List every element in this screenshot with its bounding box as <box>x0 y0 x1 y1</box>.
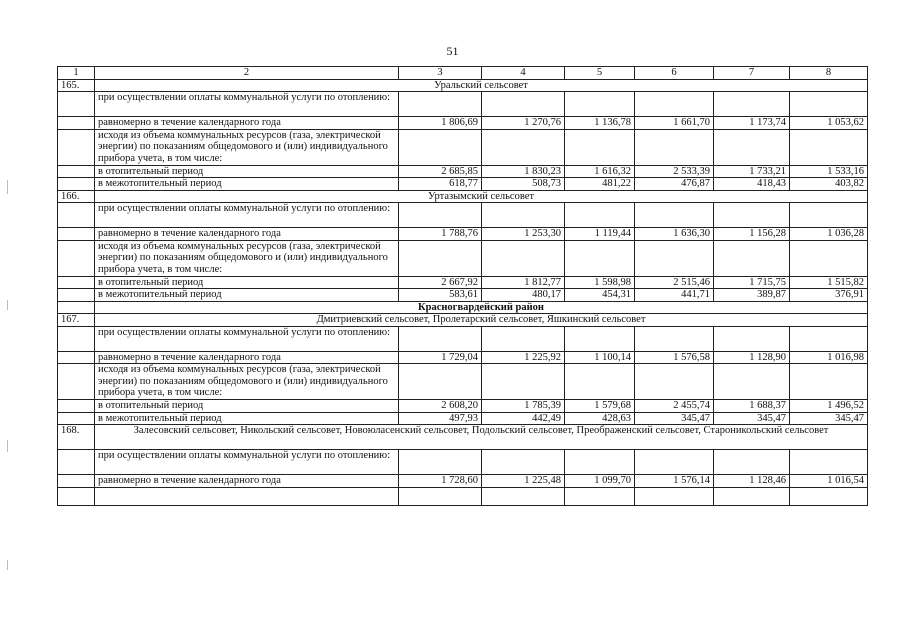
value-cell <box>565 450 635 475</box>
empty-cell <box>58 487 95 505</box>
value-col-7: 1 688,37 <box>714 400 790 413</box>
value-col-8: 403,82 <box>790 178 868 191</box>
value-cell <box>714 240 790 276</box>
value-col-6: 2 515,46 <box>635 276 714 289</box>
value-col-6: 441,71 <box>635 289 714 302</box>
column-header-3: 3 <box>399 67 482 80</box>
value-cell <box>565 240 635 276</box>
row-index <box>58 228 95 241</box>
value-cell <box>635 92 714 117</box>
tariff-table <box>57 66 868 506</box>
row-index <box>58 117 95 130</box>
column-header-6: 6 <box>635 67 714 80</box>
value-col-8: 1 053,62 <box>790 117 868 130</box>
column-header-1: 1 <box>58 67 95 80</box>
value-cell <box>399 92 482 117</box>
value-col-8: 1 496,52 <box>790 400 868 413</box>
value-cell <box>565 203 635 228</box>
value-col-7: 1 128,46 <box>714 475 790 488</box>
table-row <box>58 203 868 228</box>
value-cell <box>399 450 482 475</box>
row-index <box>58 165 95 178</box>
row-index <box>58 475 95 488</box>
value-col-6: 1 576,58 <box>635 351 714 364</box>
table-row <box>58 79 868 92</box>
row-index <box>58 240 95 276</box>
value-col-4: 1 225,92 <box>482 351 565 364</box>
section-title: Залесовский сельсовет, Никольский сельсовет, Новоюласенский сельсовет, Подольский сельсовет, Преображенский сельсовет, Староникольский сельсовет <box>95 425 868 450</box>
value-cell <box>714 326 790 351</box>
row-index <box>58 203 95 228</box>
header-row <box>58 67 868 80</box>
value-col-8: 1 036,28 <box>790 228 868 241</box>
value-col-5: 481,22 <box>565 178 635 191</box>
value-cell <box>399 326 482 351</box>
row-index <box>58 289 95 302</box>
value-col-7: 1 173,74 <box>714 117 790 130</box>
page-number: 51 <box>446 44 459 58</box>
value-col-3: 583,61 <box>399 289 482 302</box>
row-label: при осуществлении оплаты коммунальной услуги по отоплению: <box>95 203 399 228</box>
value-col-3: 2 685,85 <box>399 165 482 178</box>
section-title: Уртазымский сельсовет <box>95 190 868 203</box>
value-cell <box>714 450 790 475</box>
value-cell <box>482 203 565 228</box>
table-row <box>58 475 868 488</box>
value-col-3: 1 788,76 <box>399 228 482 241</box>
value-col-3: 618,77 <box>399 178 482 191</box>
row-index <box>58 412 95 425</box>
column-header-5: 5 <box>565 67 635 80</box>
district-title: Красногвардейский район <box>95 301 868 314</box>
table-row <box>58 117 868 130</box>
table-row <box>58 301 868 314</box>
value-cell <box>635 203 714 228</box>
value-cell <box>399 240 482 276</box>
empty-cell <box>565 487 635 505</box>
value-col-6: 345,47 <box>635 412 714 425</box>
table-row <box>58 364 868 400</box>
table-row <box>58 450 868 475</box>
table-row <box>58 425 868 450</box>
row-index <box>58 351 95 364</box>
value-cell <box>714 92 790 117</box>
value-col-3: 1 728,60 <box>399 475 482 488</box>
value-col-5: 1 579,68 <box>565 400 635 413</box>
table-row <box>58 228 868 241</box>
value-col-3: 2 667,92 <box>399 276 482 289</box>
value-col-4: 1 812,77 <box>482 276 565 289</box>
value-col-7: 418,43 <box>714 178 790 191</box>
row-label: в отопительный период <box>95 165 399 178</box>
value-col-8: 1 016,54 <box>790 475 868 488</box>
row-label: в отопительный период <box>95 276 399 289</box>
scan-margin-mark <box>7 440 8 452</box>
table-row <box>58 314 868 327</box>
table-row <box>58 326 868 351</box>
row-label: при осуществлении оплаты коммунальной услуги по отоплению: <box>95 326 399 351</box>
value-col-3: 1 806,69 <box>399 117 482 130</box>
section-index: 167. <box>58 314 95 327</box>
value-cell <box>482 326 565 351</box>
value-cell <box>635 240 714 276</box>
row-index <box>58 450 95 475</box>
row-label: исходя из объема коммунальных ресурсов (газа, электрической энергии) по показаниям общедомового и (или) индивидуального прибора учета, в том числе: <box>95 364 399 400</box>
value-col-4: 1 253,30 <box>482 228 565 241</box>
value-col-3: 1 729,04 <box>399 351 482 364</box>
empty-cell <box>399 487 482 505</box>
value-col-8: 376,91 <box>790 289 868 302</box>
value-cell <box>399 203 482 228</box>
column-header-7: 7 <box>714 67 790 80</box>
row-index <box>58 301 95 314</box>
value-cell <box>635 364 714 400</box>
table-row <box>58 400 868 413</box>
value-cell <box>482 364 565 400</box>
value-col-3: 2 608,20 <box>399 400 482 413</box>
section-index: 165. <box>58 79 95 92</box>
value-cell <box>565 129 635 165</box>
value-cell <box>790 364 868 400</box>
table-row <box>58 240 868 276</box>
value-cell <box>790 92 868 117</box>
table-row <box>58 289 868 302</box>
value-cell <box>635 326 714 351</box>
value-col-5: 1 136,78 <box>565 117 635 130</box>
value-cell <box>399 129 482 165</box>
row-label: равномерно в течение календарного года <box>95 351 399 364</box>
empty-cell <box>482 487 565 505</box>
value-col-4: 442,49 <box>482 412 565 425</box>
value-col-7: 345,47 <box>714 412 790 425</box>
row-index <box>58 326 95 351</box>
scan-margin-mark <box>7 300 8 310</box>
value-col-7: 389,87 <box>714 289 790 302</box>
row-label: в межотопительный период <box>95 289 399 302</box>
row-label: при осуществлении оплаты коммунальной услуги по отоплению: <box>95 450 399 475</box>
value-cell <box>482 92 565 117</box>
empty-cell <box>635 487 714 505</box>
value-col-5: 1 100,14 <box>565 351 635 364</box>
value-cell <box>635 129 714 165</box>
value-cell <box>790 203 868 228</box>
empty-cell <box>714 487 790 505</box>
value-col-6: 2 533,39 <box>635 165 714 178</box>
table-row <box>58 178 868 191</box>
value-cell <box>714 203 790 228</box>
row-label: равномерно в течение календарного года <box>95 117 399 130</box>
scan-margin-mark <box>7 180 8 194</box>
value-cell <box>482 450 565 475</box>
column-header-8: 8 <box>790 67 868 80</box>
scan-margin-mark <box>7 560 8 570</box>
value-cell <box>565 92 635 117</box>
row-label: равномерно в течение календарного года <box>95 228 399 241</box>
empty-cell <box>95 487 399 505</box>
value-col-5: 454,31 <box>565 289 635 302</box>
row-label: при осуществлении оплаты коммунальной услуги по отоплению: <box>95 92 399 117</box>
table-row <box>58 351 868 364</box>
table-row <box>58 276 868 289</box>
table-row <box>58 190 868 203</box>
value-col-6: 1 661,70 <box>635 117 714 130</box>
value-col-6: 1 636,30 <box>635 228 714 241</box>
value-cell <box>482 240 565 276</box>
value-col-5: 1 099,70 <box>565 475 635 488</box>
row-label: в межотопительный период <box>95 412 399 425</box>
value-col-8: 345,47 <box>790 412 868 425</box>
value-col-7: 1 156,28 <box>714 228 790 241</box>
value-col-4: 1 225,48 <box>482 475 565 488</box>
section-title: Дмитриевский сельсовет, Пролетарский сельсовет, Яшкинский сельсовет <box>95 314 868 327</box>
value-col-4: 1 830,23 <box>482 165 565 178</box>
row-label: равномерно в течение календарного года <box>95 475 399 488</box>
value-cell <box>565 364 635 400</box>
value-col-8: 1 016,98 <box>790 351 868 364</box>
row-index <box>58 92 95 117</box>
row-index <box>58 178 95 191</box>
row-index <box>58 400 95 413</box>
value-col-5: 1 598,98 <box>565 276 635 289</box>
table-row <box>58 129 868 165</box>
section-index: 166. <box>58 190 95 203</box>
value-cell <box>714 364 790 400</box>
table-row <box>58 92 868 117</box>
value-col-6: 476,87 <box>635 178 714 191</box>
table-row <box>58 165 868 178</box>
value-col-5: 428,63 <box>565 412 635 425</box>
column-header-4: 4 <box>482 67 565 80</box>
value-col-6: 1 576,14 <box>635 475 714 488</box>
value-col-7: 1 733,21 <box>714 165 790 178</box>
row-label: исходя из объема коммунальных ресурсов (газа, электрической энергии) по показаниям общедомового и (или) индивидуального прибора учета, в том числе: <box>95 240 399 276</box>
value-col-7: 1 715,75 <box>714 276 790 289</box>
section-title: Уральский сельсовет <box>95 79 868 92</box>
value-col-5: 1 119,44 <box>565 228 635 241</box>
value-cell <box>790 240 868 276</box>
value-col-8: 1 533,16 <box>790 165 868 178</box>
value-cell <box>790 450 868 475</box>
section-index: 168. <box>58 425 95 450</box>
value-col-4: 508,73 <box>482 178 565 191</box>
value-cell <box>482 129 565 165</box>
value-cell <box>714 129 790 165</box>
value-cell <box>635 450 714 475</box>
value-col-7: 1 128,90 <box>714 351 790 364</box>
column-header-2: 2 <box>95 67 399 80</box>
value-col-4: 1 270,76 <box>482 117 565 130</box>
value-col-3: 497,93 <box>399 412 482 425</box>
row-index <box>58 364 95 400</box>
row-index <box>58 129 95 165</box>
row-index <box>58 276 95 289</box>
value-cell <box>790 326 868 351</box>
table-row <box>58 487 868 505</box>
value-col-4: 480,17 <box>482 289 565 302</box>
value-col-5: 1 616,32 <box>565 165 635 178</box>
value-cell <box>790 129 868 165</box>
row-label: в межотопительный период <box>95 178 399 191</box>
value-col-4: 1 785,39 <box>482 400 565 413</box>
value-col-8: 1 515,82 <box>790 276 868 289</box>
row-label: исходя из объема коммунальных ресурсов (газа, электрической энергии) по показаниям общедомового и (или) индивидуального прибора учета, в том числе: <box>95 129 399 165</box>
empty-cell <box>790 487 868 505</box>
value-cell <box>399 364 482 400</box>
value-col-6: 2 455,74 <box>635 400 714 413</box>
value-cell <box>565 326 635 351</box>
table-row <box>58 412 868 425</box>
row-label: в отопительный период <box>95 400 399 413</box>
